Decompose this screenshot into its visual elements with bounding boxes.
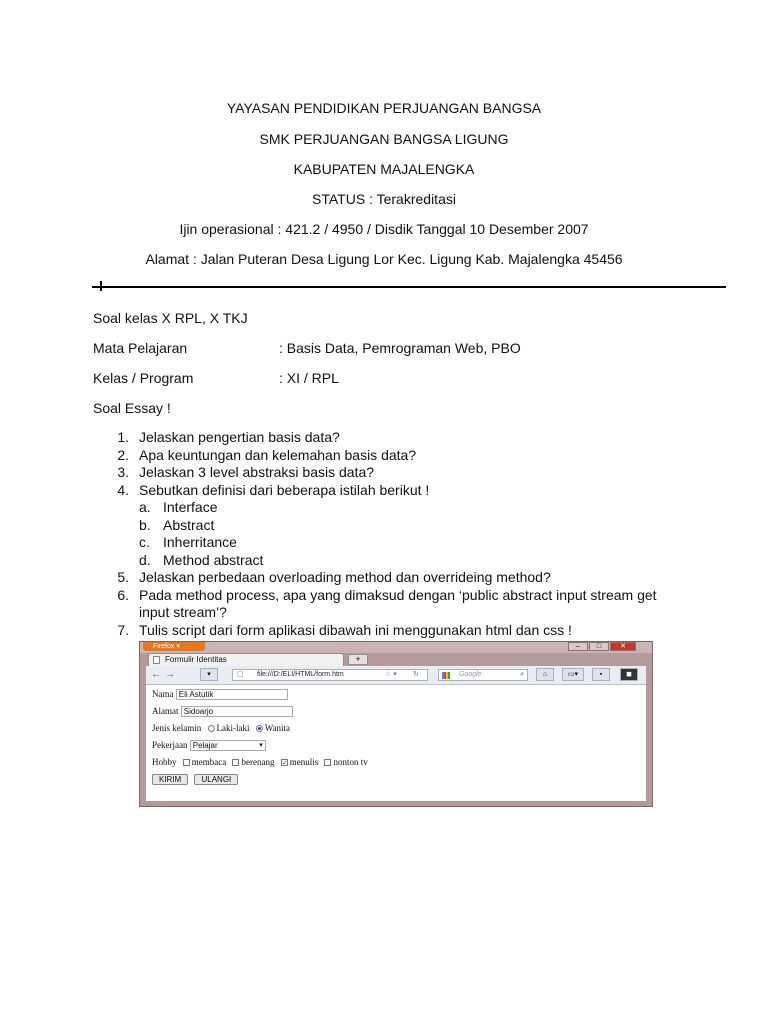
pekerjaan-label: Pekerjaan xyxy=(152,740,188,750)
maximize-icon[interactable]: □ xyxy=(589,642,609,651)
question-text: Pada method process, apa yang dimaksud dengan ‘public abstract input stream get xyxy=(139,587,657,603)
kirim-button[interactable]: KIRIM xyxy=(152,774,188,785)
program-value: : XI / RPL xyxy=(279,370,339,386)
bookmark-star-icon[interactable]: ☆ ▾ xyxy=(385,671,397,678)
sub-item-letter: d. xyxy=(139,552,151,568)
search-icon[interactable]: ⌕ xyxy=(520,671,524,678)
forward-arrow-icon[interactable]: → xyxy=(165,669,175,680)
checkbox-label: membaca xyxy=(191,757,227,767)
radio-wanita[interactable] xyxy=(256,725,263,732)
accreditation-status: STATUS : Terakreditasi xyxy=(312,191,456,207)
letterhead-divider xyxy=(92,286,726,288)
pekerjaan-row xyxy=(152,740,266,751)
question-text: Apa keuntungan dan kelemahan basis data? xyxy=(139,447,417,463)
question-number: 3. xyxy=(117,464,129,480)
question-number: 6. xyxy=(117,587,129,603)
gender-label: Jenis kelamin xyxy=(152,723,202,733)
google-icon xyxy=(442,672,450,679)
operational-license: Ijin operasional : 421.2 / 4950 / Disdik Tanggal 10 Desember 2007 xyxy=(179,221,589,237)
pekerjaan-select[interactable]: Pelajar ▾ xyxy=(190,740,266,751)
navigation-toolbar xyxy=(146,666,646,685)
question-number: 2. xyxy=(117,447,129,463)
radio-label: Wanita xyxy=(264,723,291,733)
chevron-down-icon: ▾ xyxy=(259,742,263,750)
new-tab-button[interactable]: + xyxy=(348,654,368,665)
alamat-label: Alamat xyxy=(152,706,179,716)
home-icon[interactable]: ⌂ xyxy=(536,668,554,681)
url-text: file:///D:/ELI/HTML/form.htm xyxy=(257,671,344,678)
checkbox-membaca[interactable] xyxy=(183,759,190,766)
url-bar[interactable] xyxy=(232,669,428,681)
subject-value: : Basis Data, Pemrograman Web, PBO xyxy=(279,340,521,356)
nama-input[interactable]: Eli Astutik xyxy=(176,689,288,700)
close-icon[interactable]: ✕ xyxy=(610,642,636,651)
sub-item-text: Inherritance xyxy=(163,534,237,550)
divider-tick xyxy=(100,281,102,291)
checkbox-label: berenang xyxy=(241,757,275,767)
window-titlebar xyxy=(140,642,653,653)
search-bar[interactable] xyxy=(438,669,528,681)
page-icon xyxy=(153,656,160,664)
alamat-input[interactable]: Sidoarjo xyxy=(181,706,293,717)
checkbox-nonton-tv[interactable] xyxy=(324,759,331,766)
school-address: Alamat : Jalan Puteran Desa Ligung Lor Kec. Ligung Kab. Majalengka 45456 xyxy=(145,251,623,267)
back-arrow-icon[interactable]: ← xyxy=(151,669,161,680)
question-text-continued: input stream’? xyxy=(139,604,227,620)
question-number: 5. xyxy=(117,569,129,585)
radio-laki-laki[interactable] xyxy=(208,725,215,732)
history-icon[interactable]: ▾ xyxy=(200,668,218,681)
question-text: Sebutkan definisi dari beberapa istilah berikut ! xyxy=(139,482,430,498)
browser-screenshot xyxy=(139,641,653,807)
question-text: Tulis script dari form aplikasi dibawah ini menggunakan html dan css ! xyxy=(139,622,572,638)
sub-item-text: Method abstract xyxy=(163,552,264,568)
firefox-menu-button[interactable]: Firefox ▾ xyxy=(143,642,205,651)
addon-icon[interactable]: ▪ xyxy=(592,668,610,681)
sub-item-text: Interface xyxy=(163,499,218,515)
site-identity-icon: ▢ xyxy=(237,671,244,678)
program-label: Kelas / Program xyxy=(93,370,194,386)
subject-label: Mata Pelajaran xyxy=(93,340,188,356)
question-text: Jelaskan 3 level abstraksi basis data? xyxy=(139,464,375,480)
sub-item-letter: c. xyxy=(139,534,150,550)
checkbox-menulis[interactable]: ✓ xyxy=(281,759,288,768)
display-icon[interactable]: ▭▾ xyxy=(562,668,584,681)
minimize-icon[interactable]: – xyxy=(568,642,588,651)
nama-row xyxy=(152,689,288,700)
sub-item-letter: a. xyxy=(139,499,151,515)
question-text: Jelaskan pengertian basis data? xyxy=(139,429,340,445)
question-number: 1. xyxy=(117,429,129,445)
radio-label: Laki-laki xyxy=(216,723,250,733)
question-number: 4. xyxy=(117,482,129,498)
question-number: 7. xyxy=(117,622,129,638)
alamat-row xyxy=(152,706,293,717)
checkbox-berenang[interactable] xyxy=(232,759,239,766)
extension-icon[interactable]: ◼ xyxy=(620,668,638,681)
checkbox-label: menulis xyxy=(289,757,319,767)
sub-item-letter: b. xyxy=(139,517,151,533)
essay-heading: Soal Essay ! xyxy=(93,400,171,416)
checkbox-label: nonton tv xyxy=(333,757,368,767)
nama-label: Nama xyxy=(152,689,174,699)
browser-tab[interactable] xyxy=(148,653,344,666)
button-row xyxy=(152,774,242,785)
class-line: Soal kelas X RPL, X TKJ xyxy=(93,310,248,326)
sub-item-text: Abstract xyxy=(163,517,215,533)
tab-title: Formulir Identitas xyxy=(165,655,227,664)
foundation-name: YAYASAN PENDIDIKAN PERJUANGAN BANGSA xyxy=(226,100,542,116)
school-name: SMK PERJUANGAN BANGSA LIGUNG xyxy=(259,131,509,147)
hobby-label: Hobby xyxy=(152,757,177,767)
form-page xyxy=(146,685,646,801)
reload-icon[interactable]: ↻ xyxy=(413,671,419,678)
search-placeholder: Google xyxy=(459,671,482,678)
ulangi-button[interactable]: ULANGI xyxy=(194,774,238,785)
gender-row xyxy=(152,723,290,733)
question-text: Jelaskan perbedaan overloading method dan overrideing method? xyxy=(139,569,551,585)
regency-name: KABUPATEN MAJALENGKA xyxy=(293,161,475,177)
hobby-row xyxy=(152,757,368,767)
